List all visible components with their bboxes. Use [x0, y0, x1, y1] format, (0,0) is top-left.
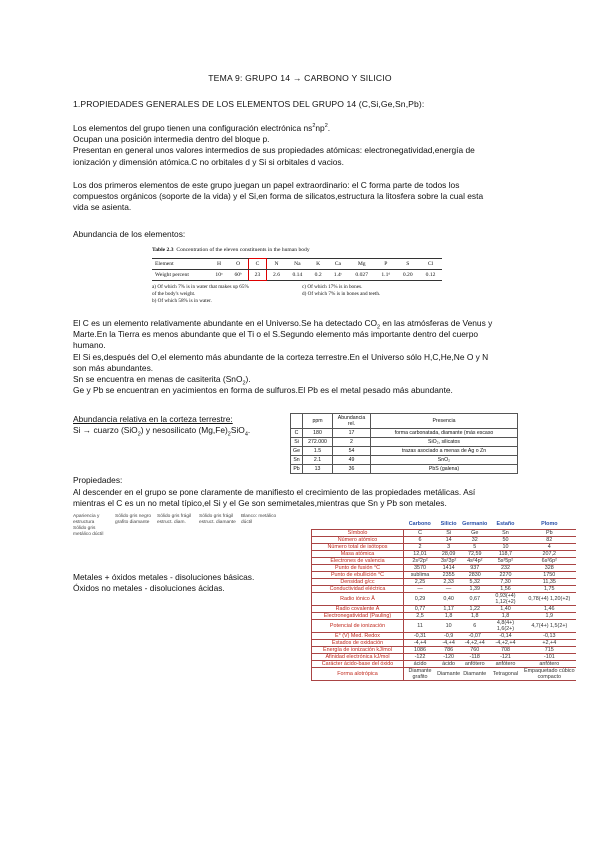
- table-header-cell: O: [228, 259, 248, 270]
- table-cell: 0,93(+4) 1,12(+2): [488, 592, 522, 605]
- properties-paragraph: [73, 475, 475, 510]
- table-cell: -101: [523, 653, 576, 660]
- crust-line-end: .: [247, 425, 251, 436]
- table-cell: PbS (galena): [371, 465, 518, 474]
- table-header-cell: [291, 414, 303, 429]
- table-header-cell: Mg: [348, 259, 375, 270]
- table-cell: C: [291, 429, 303, 438]
- table-cell: 1,46: [523, 605, 576, 612]
- table-cell: 1,22: [461, 605, 488, 612]
- property-label: Punto de ebullición °C: [312, 571, 404, 578]
- superscript: 2: [324, 123, 328, 130]
- abundance-heading: Abundancia de los elementos:: [73, 229, 186, 239]
- superscript: 2: [312, 123, 316, 130]
- occurrence-line-1-end: en las atmósferas de Venus y: [380, 318, 493, 328]
- table-cell: 2,25: [404, 578, 437, 585]
- table-cell: 1,39: [461, 585, 488, 592]
- table-row: [291, 465, 518, 474]
- intro-line-3: Presentan en general unos valores intermedios de sus propiedades atómicas: electronegatividad,energía de: [73, 145, 475, 156]
- notes-line-1: Metales + óxidos metales - disoluciones básicas.: [73, 572, 255, 582]
- table-cell: -0,07: [461, 632, 488, 639]
- table-cell: 272.000: [303, 438, 333, 447]
- table-header-cell: Element: [152, 259, 210, 270]
- roles-line-3: vida se asienta.: [73, 202, 132, 213]
- table-cell: 11,35: [523, 578, 576, 585]
- table-cell: 1750: [523, 571, 576, 578]
- table-header-cell: Plomo: [523, 519, 576, 529]
- table-header-cell: Abundancia rel.: [333, 414, 371, 429]
- table-row: [291, 447, 518, 456]
- table-header-cell: K: [309, 259, 328, 270]
- table-cell: -118: [461, 653, 488, 660]
- table-cell: 0.14: [286, 270, 309, 281]
- table-cell: 5,32: [461, 578, 488, 585]
- table-cell: 60ᵇ: [228, 270, 248, 281]
- table-cell: Diamante: [461, 667, 488, 680]
- intro-line-1-mid: np: [315, 123, 325, 133]
- table-cell: 0,29: [404, 592, 437, 605]
- table-cell: +2,+4: [523, 639, 576, 646]
- occurrence-line-5: son más abundantes.: [73, 362, 154, 373]
- table-cell: Tetragonal: [488, 667, 522, 680]
- table-cell: 10: [488, 543, 522, 550]
- table-row: [312, 571, 577, 578]
- table-row: [312, 550, 577, 557]
- table-cell: 12,01: [404, 550, 437, 557]
- table-row: [291, 438, 518, 447]
- table-note: c) Of which 17% is in bones.: [302, 284, 363, 290]
- table-cell: 2s²2p²: [404, 557, 437, 564]
- table-cell: 6s²6p²: [523, 557, 576, 564]
- table-header-cell: C: [248, 259, 266, 270]
- table-cell: Diamante grafito: [404, 667, 437, 680]
- table-cell: 1.1ᵈ: [375, 270, 396, 281]
- table-row: [312, 592, 577, 605]
- table-cell: 0.12: [419, 270, 442, 281]
- table-row: [312, 543, 577, 550]
- properties-line-1: Al descender en el grupo se pone claramente de manifiesto el crecimiento de las propiedades metálicas. Así: [73, 487, 476, 498]
- table-cell: 23: [248, 270, 266, 281]
- table-cell: -120: [436, 653, 461, 660]
- crust-table: [290, 413, 518, 474]
- property-label: Electronegatividad (Pauling): [312, 612, 404, 619]
- table-row: [312, 653, 577, 660]
- table-cell: 2.1: [303, 456, 333, 465]
- table-cell: 2830: [461, 571, 488, 578]
- property-label: Energía de ionización kJ/mol: [312, 646, 404, 653]
- table-row: [312, 564, 577, 571]
- table-cell: 2270: [488, 571, 522, 578]
- appearance-cell: Sólido gris metálico dúctil: [73, 526, 104, 537]
- table-cell: 72,59: [461, 550, 488, 557]
- table-cell: Sn: [291, 456, 303, 465]
- table-cell: anfótero: [523, 660, 576, 667]
- table-cell: -122: [404, 653, 437, 660]
- table-cell: 2,5: [404, 612, 437, 619]
- table-header-cell: Germanio: [461, 519, 488, 529]
- table-cell: 1,8: [461, 612, 488, 619]
- property-label: Densidad g/cc: [312, 578, 404, 585]
- table-header-cell: Carbono: [404, 519, 437, 529]
- occurrence-line-4: El Si es,después del O,el elemento más abundante de la corteza terrestre.En el Universo sólo H,C,He,Ne O y N: [73, 351, 489, 362]
- table-cell: 0,67: [461, 592, 488, 605]
- subscript: 2: [137, 431, 141, 438]
- property-label: Punto de fusión °C: [312, 564, 404, 571]
- notes-line-2: Óxidos no metales - disoluciones ácidas.: [73, 583, 225, 594]
- table-cell: anfótero: [488, 660, 522, 667]
- table-row: [312, 536, 577, 543]
- table-row: [312, 639, 577, 646]
- table-header-cell: Estaño: [488, 519, 522, 529]
- property-label: Carácter ácido-base del óxido: [312, 660, 404, 667]
- table-cell: 0,40: [436, 592, 461, 605]
- table-cell: -4,+4: [404, 639, 437, 646]
- table-cell: 1.4ᶜ: [328, 270, 349, 281]
- table-cell: 17: [333, 429, 371, 438]
- intro-line-4: ionización y dimensión atómica.C no orbitales d y Si si orbitales d vacios.: [73, 156, 344, 167]
- table-row: [291, 429, 518, 438]
- table-header-cell: Presencia: [371, 414, 518, 429]
- occurrence-line-2: Marte.En la Tierra es menos abundante que el Ti o el S.Segundo elemento más importante dentro del cuerpo: [73, 329, 479, 340]
- table-cell: 4,8(4+) 1,6(2+): [488, 619, 522, 632]
- table-cell: sublima: [404, 571, 437, 578]
- table-header-cell: P: [375, 259, 396, 270]
- table-cell: 32: [461, 536, 488, 543]
- table-cell: 36: [333, 465, 371, 474]
- property-label: Electrones de valencia: [312, 557, 404, 564]
- table-cell: 5: [461, 543, 488, 550]
- table-header-cell: Na: [286, 259, 309, 270]
- appearance-cell: Sólido gris frágil estruct. diam.: [157, 514, 192, 525]
- table-cell: Pb: [291, 465, 303, 474]
- table-cell: 10: [436, 619, 461, 632]
- table-cell: 786: [436, 646, 461, 653]
- table-cell: trazas asociado a menas de Ag o Zn: [371, 447, 518, 456]
- property-label: Estados de oxidación: [312, 639, 404, 646]
- occurrence-line-1: El C es un elemento relativamente abundante en el Universo.Se ha detectado CO: [73, 318, 378, 328]
- table-cell: 1,9: [523, 612, 576, 619]
- intro-line-1-end: .: [327, 123, 331, 133]
- table-cell: Si: [436, 529, 461, 536]
- table-cell: 10ᵃ: [210, 270, 229, 281]
- intro-line-1: Los elementos del grupo tienen una configuración electrónica ns: [73, 123, 313, 133]
- property-label: Afinidad electrónica kJ/mol: [312, 653, 404, 660]
- occurrence-line-7: Ge y Pb se encuentran en yacimientos en forma de sulfuros.El Pb es el metal pesado más abundante.: [73, 385, 453, 396]
- table-cell: 1,40: [488, 605, 522, 612]
- crust-line-mid2: SiO: [230, 425, 245, 436]
- table-cell: 49: [333, 456, 371, 465]
- table-cell: C: [404, 529, 437, 536]
- human-body-table: [152, 246, 442, 305]
- table-cell: anfótero: [461, 660, 488, 667]
- table-cell: 3570: [404, 564, 437, 571]
- table-header-cell: Cl: [419, 259, 442, 270]
- table-note: d) Of which 7% is in bones and teeth.: [302, 291, 381, 297]
- roles-paragraph: [73, 180, 483, 214]
- section1-heading: 1.PROPIEDADES GENERALES DE LOS ELEMENTOS DEL GRUPO 14 (C,Si,Ge,Sn,Pb):: [73, 99, 425, 109]
- table-cell: 1,75: [523, 585, 576, 592]
- table-cell: 1086: [404, 646, 437, 653]
- table-cell: 3: [436, 543, 461, 550]
- appearance-cell: Sólido gris frágil estruct. diamante: [199, 514, 236, 525]
- table-cell: -4,+2,+4: [461, 639, 488, 646]
- table-row: [312, 660, 577, 667]
- table-cell: 1,8: [488, 612, 522, 619]
- roles-line-1: Los dos primeros elementos de este grupo juegan un papel extraordinario: el C forma parte de todos los: [73, 180, 460, 190]
- table-cell: 5s²5p²: [488, 557, 522, 564]
- table-cell: 28,09: [436, 550, 461, 557]
- intro-line-2: Ocupan una posición intermedia dentro del bloque p.: [73, 134, 270, 145]
- table-cell: Pb: [523, 529, 576, 536]
- table-cell: 180: [303, 429, 333, 438]
- table-cell: -121: [488, 653, 522, 660]
- table-cell: ácido: [436, 660, 461, 667]
- table-cell: 2355: [436, 571, 461, 578]
- occurrence-line-6: Sn se encuentra en menas de casiterita (SnO: [73, 374, 243, 385]
- table-row: [312, 529, 577, 536]
- table-cell: Empaquetado cúbico compacto: [523, 667, 575, 680]
- table-cell: 1414: [436, 564, 461, 571]
- crust-line-mid: ) y nesosilicato (Mg,Fe): [140, 425, 228, 436]
- crust-text: [73, 414, 250, 436]
- table-cell: 6: [461, 619, 488, 632]
- crust-heading: Abundancia relativa en la corteza terrestre:: [73, 414, 233, 424]
- table-note: of the body's weight.: [152, 291, 196, 297]
- table-cell: 1.5: [303, 447, 333, 456]
- table-cell: -0,31: [404, 632, 437, 639]
- properties-table: [311, 519, 576, 681]
- table-cell: 1,8: [436, 612, 461, 619]
- table-cell: Diamante: [436, 667, 461, 680]
- table-row: [312, 605, 577, 612]
- table-cell: 3s²3p²: [436, 557, 461, 564]
- table-cell: 4s²4p²: [461, 557, 488, 564]
- table-row: [312, 619, 577, 632]
- table-cell: 232: [488, 564, 522, 571]
- table-cell: 11: [404, 619, 437, 632]
- table-cell: 2: [404, 543, 437, 550]
- property-label: Número total de isótopos: [312, 543, 404, 550]
- table-row-label: Weight percent: [152, 270, 210, 281]
- table-cell: 715: [523, 646, 576, 653]
- table-cell: 13: [303, 465, 333, 474]
- table-cell: ácido: [404, 660, 437, 667]
- page-title: TEMA 9: GRUPO 14 → CARBONO Y SILICIO: [208, 73, 392, 83]
- property-label: Masa atómica: [312, 550, 404, 557]
- caption-label: Table 2.3: [152, 247, 174, 253]
- table-notes-right: [302, 284, 380, 305]
- table-row: [312, 646, 577, 653]
- table-header-cell: [312, 519, 404, 529]
- table-cell: 0,78(+4) 1,20(+2): [523, 592, 576, 605]
- table-cell: -0,13: [523, 632, 576, 639]
- table-header-cell: S: [396, 259, 419, 270]
- property-label: Radio iónico Å: [312, 592, 404, 605]
- table-cell: 937: [461, 564, 488, 571]
- table-notes-left: [152, 284, 302, 305]
- table-note: b) Of which 58% is in water.: [152, 298, 212, 304]
- table-cell: 207,2: [523, 550, 576, 557]
- occurrence-line-6-end: ).: [245, 374, 251, 385]
- table-cell: -4,+2,+4: [488, 639, 522, 646]
- table-cell: 0.027: [348, 270, 375, 281]
- table-caption: [152, 246, 442, 254]
- table-note: a) Of which 7% is in water that makes up 65%: [152, 284, 249, 290]
- table-cell: 2: [333, 438, 371, 447]
- table-cell: Sn: [488, 529, 522, 536]
- table-cell: 0.20: [396, 270, 419, 281]
- crust-line: Si → cuarzo (SiO: [73, 425, 138, 436]
- property-label: E° (V) Med. Redox: [312, 632, 404, 639]
- table-cell: 1,56: [488, 585, 522, 592]
- table-cell: forma carbonatada, diamante (más escaso: [371, 429, 518, 438]
- occurrence-line-3: humano.: [73, 340, 106, 351]
- table-cell: 760: [461, 646, 488, 653]
- properties-line-2: mientras el C es un no metal típico,el Si y el Ge son semimetales,mientras que Sn y Pb son metales.: [73, 498, 447, 509]
- subscript: 4: [244, 431, 248, 438]
- occurrence-paragraph: [73, 318, 492, 396]
- property-label: Potencial de ionización: [312, 619, 404, 632]
- table-cell: 7,30: [488, 578, 522, 585]
- table-cell: 6: [404, 536, 437, 543]
- table-cell: Si: [291, 438, 303, 447]
- table-row: [312, 585, 577, 592]
- table-cell: -0,14: [488, 632, 522, 639]
- table-cell: SnO₂: [371, 456, 518, 465]
- table-cell: -4,+4: [436, 639, 461, 646]
- subscript: 2: [227, 431, 231, 438]
- table-cell: 0,77: [404, 605, 437, 612]
- table-row: [291, 456, 518, 465]
- roles-line-2: compuestos orgánicos (soporte de la vida) y el Si,en forma de silicatos,estructura la litosfera sobre la cual esta: [73, 191, 484, 202]
- table-header-cell: Ca: [328, 259, 349, 270]
- table-cell: 54: [333, 447, 371, 456]
- intro-paragraph: [73, 123, 475, 168]
- table-row: [312, 632, 577, 639]
- subscript: 2: [377, 324, 381, 331]
- table-header-cell: ppm: [303, 414, 333, 429]
- table-row: [312, 557, 577, 564]
- table-cell: 1,17: [436, 605, 461, 612]
- table-cell: -0,9: [436, 632, 461, 639]
- appearance-cell: Apariencia y estructura: [73, 514, 100, 525]
- table-row: [312, 612, 577, 619]
- table-cell: 4: [523, 543, 576, 550]
- table-cell: 328: [523, 564, 576, 571]
- subscript: 2: [242, 380, 246, 387]
- property-label: Forma alotrópica: [312, 667, 404, 680]
- table-cell: 2.6: [267, 270, 286, 281]
- property-label: Número atómico: [312, 536, 404, 543]
- table-cell: 708: [488, 646, 522, 653]
- table-cell: —: [404, 585, 437, 592]
- table-cell: —: [436, 585, 461, 592]
- table-cell: 50: [488, 536, 522, 543]
- table-cell: 14: [436, 536, 461, 543]
- appearance-cell: Blanco: metálico dúctil: [241, 514, 277, 525]
- table-cell: SiO₂, silicatos: [371, 438, 518, 447]
- table-cell: Ge: [461, 529, 488, 536]
- property-label: Conductividad eléctrica: [312, 585, 404, 592]
- property-label: Radio covalente Å: [312, 605, 404, 612]
- table-cell: 2,33: [436, 578, 461, 585]
- table-row: [312, 578, 577, 585]
- table-cell: Ge: [291, 447, 303, 456]
- table-cell: 4,7(4+) 1,5(2+): [523, 619, 576, 632]
- table-cell: 0.2: [309, 270, 328, 281]
- table-cell: 82: [523, 536, 576, 543]
- table-row: [312, 667, 577, 680]
- properties-heading: Propiedades:: [73, 475, 123, 485]
- caption-text: Concentration of the eleven constituents in the human body: [176, 247, 310, 253]
- solutions-notes: [73, 572, 254, 594]
- table-header-cell: H: [210, 259, 229, 270]
- appearance-strip: [73, 514, 305, 538]
- table-header-cell: N: [267, 259, 286, 270]
- property-label: Símbolo: [312, 529, 404, 536]
- appearance-cell: Sólido gris negro grafito diamante: [115, 514, 151, 525]
- table-header-cell: Silicio: [436, 519, 461, 529]
- table-cell: 118,7: [488, 550, 522, 557]
